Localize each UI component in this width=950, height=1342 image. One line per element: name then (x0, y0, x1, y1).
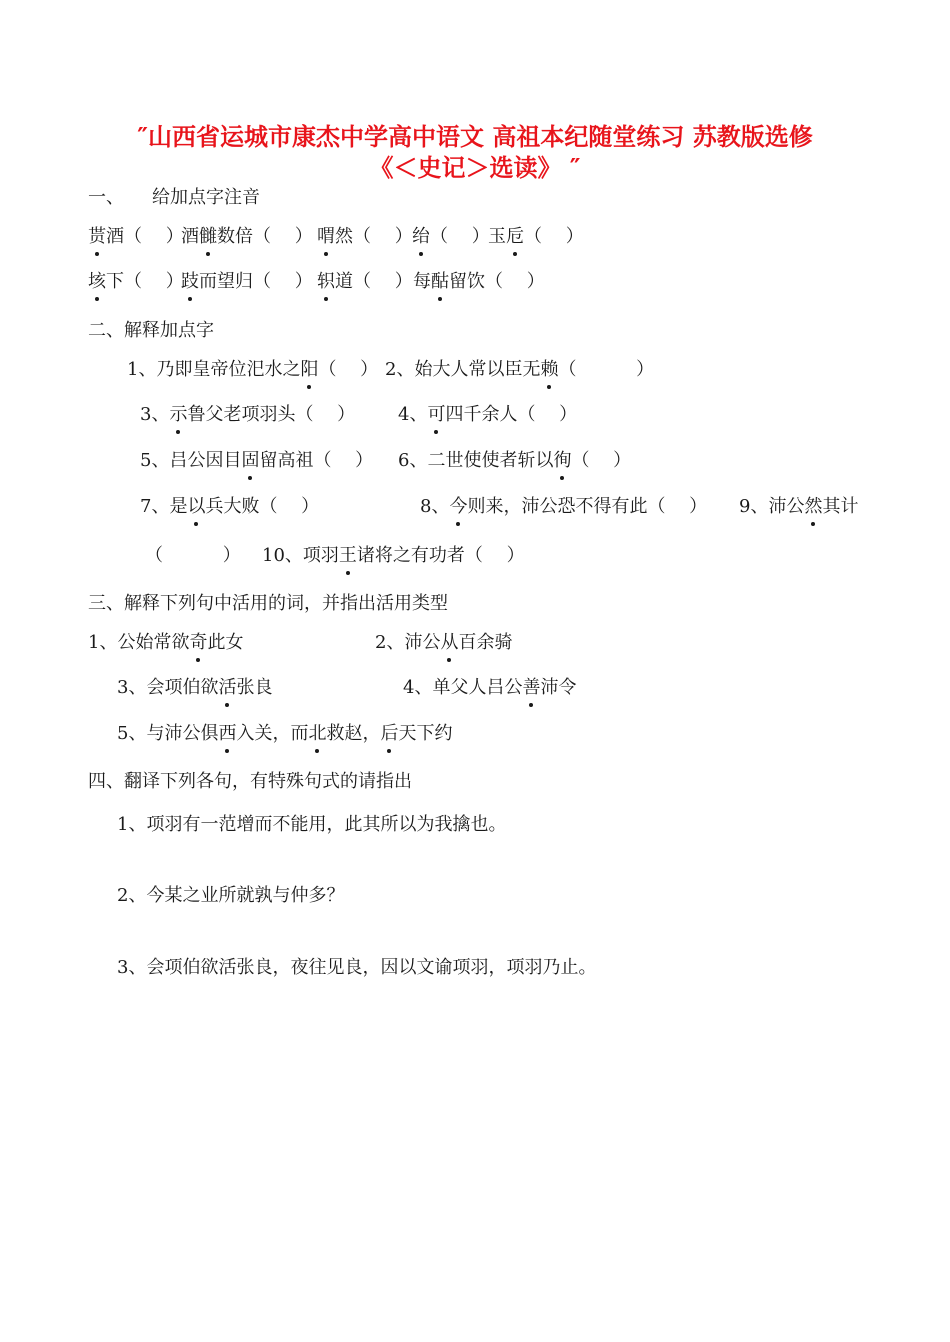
explain-item: 10、项羽王诸将之有功者（ ） (262, 545, 525, 566)
dotted-char: 酤 (431, 271, 449, 292)
dotted-char: 然 (804, 496, 823, 517)
section-1-title: 给加点字注音 (152, 187, 260, 208)
dotted-char: 赖 (540, 359, 559, 380)
dotted-char: 轵 (317, 271, 335, 292)
dotted-char: 以 (187, 496, 206, 517)
phonetic-item: 绐（ ） (412, 226, 490, 247)
dotted-char: 活 (218, 677, 237, 698)
dotted-char: 示 (169, 404, 188, 425)
dotted-char: 北 (308, 723, 327, 744)
usage-item: 1、公始常欲奇此女 (88, 632, 244, 653)
dotted-char: 固 (241, 450, 260, 471)
phonetic-item: 酒雠数倍（ ） (181, 226, 313, 247)
dotted-char: 绐 (412, 226, 430, 247)
phonetic-item: 轵道（ ） (317, 271, 413, 292)
section-3-heading: 三、解释下列句中活用的词，并指出活用类型 (88, 593, 448, 614)
doc-title-line-1: ″山西省运城市康杰中学高中语文 高祖本纪随堂练习 苏教版选修 (137, 122, 813, 151)
dotted-char: 喟 (317, 226, 335, 247)
dotted-char: 阳 (300, 359, 319, 380)
dotted-char: 贳 (88, 226, 106, 247)
usage-item: 2、沛公从百余骑 (375, 632, 513, 653)
dotted-char: 雠 (199, 226, 217, 247)
explain-item: 4、可四千余人（ ） (398, 404, 578, 425)
explain-item: 9、沛公然其计 (739, 496, 859, 517)
usage-item: 4、单父人吕公善沛令 (403, 677, 577, 698)
phonetic-item: 每酤留饮（ ） (413, 271, 545, 292)
dotted-char: 奇 (189, 632, 208, 653)
translate-item-3: 3、会项伯欲活张良，夜往见良，因以文谕项羽，项羽乃止。 (117, 957, 597, 978)
dotted-char: 后 (380, 723, 399, 744)
dotted-char: 今 (449, 496, 468, 517)
translate-item-1: 1、项羽有一范增而不能用，此其所以为我擒也。 (117, 814, 507, 835)
dotted-char: 跂 (181, 271, 199, 292)
dotted-char: 从 (440, 632, 459, 653)
doc-title-line-2: 《＜史记＞选读》 ″ (369, 153, 581, 182)
phonetic-item: 贳酒（ ） (88, 226, 184, 247)
phonetic-item: 玉卮（ ） (488, 226, 584, 247)
dotted-char: 徇 (553, 450, 572, 471)
dotted-char: 王 (338, 545, 357, 566)
section-2-heading: 二、解释加点字 (88, 320, 214, 341)
phonetic-item: 垓下（ ） (88, 271, 184, 292)
explain-item: 1、乃即皇帝位汜水之阳（ ） (127, 359, 379, 380)
section-1-number: 一、 (88, 187, 124, 208)
explain-item: 8、今则来，沛公恐不得有此（ ） (420, 496, 708, 517)
section-4-heading: 四、翻译下列各句，有特殊句式的请指出 (88, 771, 412, 792)
dotted-char: 可 (427, 404, 446, 425)
explain-item: 6、二世使使者斩以徇（ ） (398, 450, 632, 471)
translate-item-2: 2、今某之业所就孰与仲多？ (117, 885, 345, 906)
dotted-char: 垓 (88, 271, 106, 292)
explain-item: 5、吕公因目固留高祖（ ） (140, 450, 374, 471)
dotted-char: 西 (218, 723, 237, 744)
usage-item: 5、与沛公俱西入关，而北救赵，后天下约 (117, 723, 453, 744)
phonetic-item: 跂而望归（ ） (181, 271, 313, 292)
usage-item: 3、会项伯欲活张良 (117, 677, 273, 698)
explain-item-9-blank: （ ） (145, 545, 241, 566)
explain-item: 3、示鲁父老项羽头（ ） (140, 404, 356, 425)
phonetic-item: 喟然（ ） (317, 226, 413, 247)
explain-item: 2、始大人常以臣无赖（ ） (385, 359, 655, 380)
dotted-char: 卮 (506, 226, 524, 247)
dotted-char: 善 (522, 677, 541, 698)
explain-item: 7、是以兵大败（ ） (140, 496, 320, 517)
